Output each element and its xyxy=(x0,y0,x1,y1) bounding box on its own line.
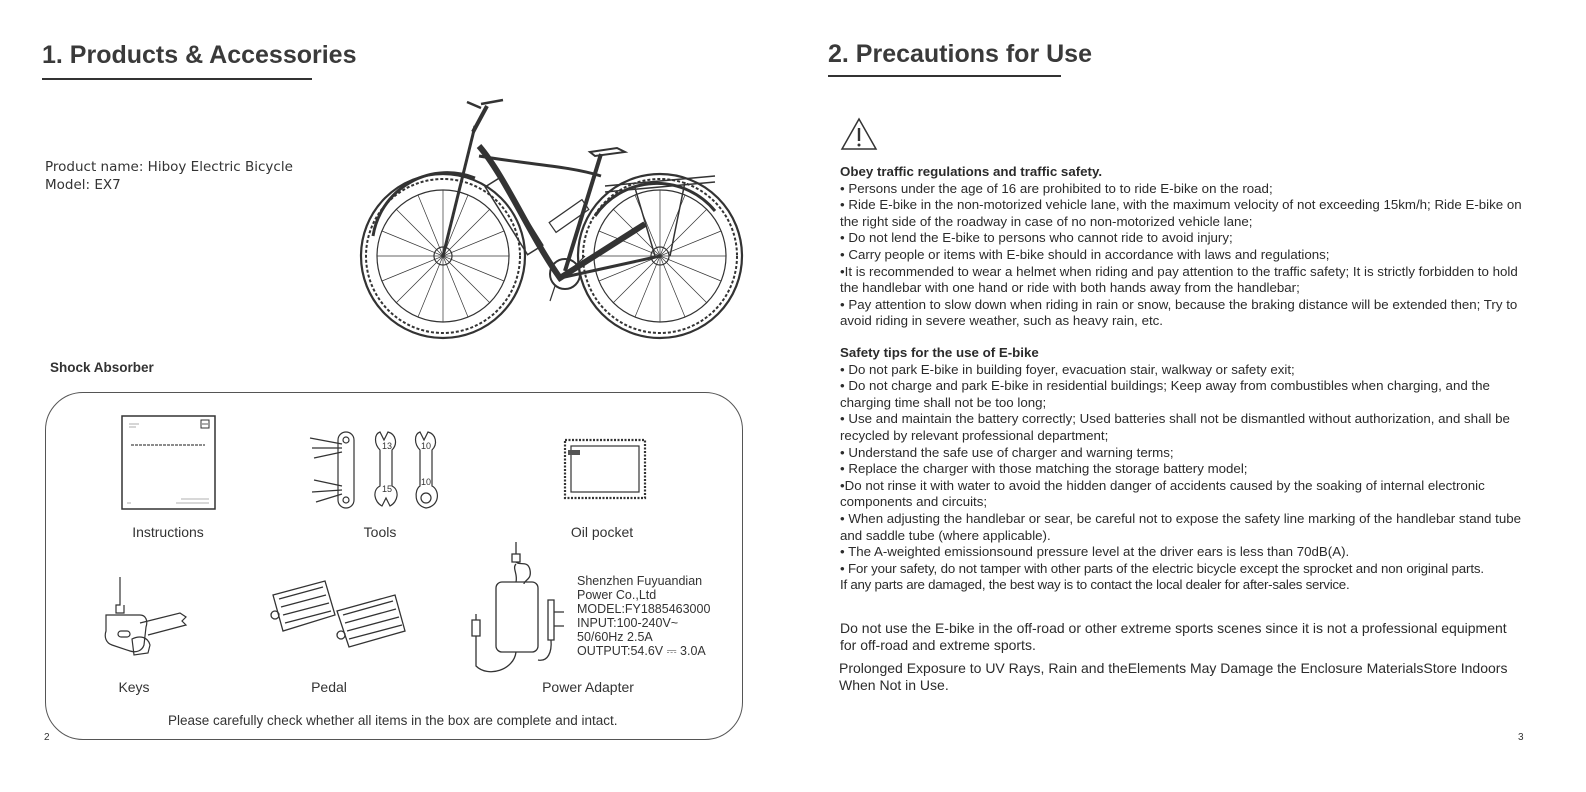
list-item: • Pay attention to slow down when riding in rain or snow, because the braking distance will be extended then; Try to avoid riding in severe weather, such as heavy rain, etc. xyxy=(840,296,1518,329)
shock-absorber-label: Shock Absorber xyxy=(50,360,154,375)
list-item: •It is recommended to wear a helmet when riding and pay attention to the traffic safety; It is strictly forbidden to hold the handlebar with one hand or ride with both hands away from the handlebar; xyxy=(840,263,1518,296)
list-item: • Do not park E-bike in building foyer, evacuation stair, walkway or safety exit; xyxy=(840,361,1295,377)
item-label-keys: Keys xyxy=(118,679,150,695)
keys-icon xyxy=(100,575,192,657)
oil-pocket-icon xyxy=(563,438,647,500)
check-items-note: Please carefully check whether all items in the box are complete and intact. xyxy=(168,713,618,728)
list-item: • Ride E-bike in the non-motorized vehicle lane, with the maximum velocity of not exceeding 15km/h; Ride E-bike on the right side of the roadway in case of no non-motorized vehicle lane; xyxy=(840,197,1522,229)
page-number-left: 2 xyxy=(44,732,50,743)
item-label-oil-pocket: Oil pocket xyxy=(570,524,634,540)
item-label-instructions: Instructions xyxy=(132,524,204,540)
wrench-size-10-top: 10 xyxy=(421,441,432,451)
product-name: Product name: Hiboy Electric Bicycle xyxy=(45,159,293,175)
electric-bicycle-illustration xyxy=(355,96,745,341)
list-item: •Do not rinse it with water to avoid the hidden danger of accidents caused by the soaking of internal electronic components and circuits; xyxy=(840,477,1485,510)
item-label-pedal: Pedal xyxy=(311,679,347,695)
wrench-size-13: 13 xyxy=(382,441,393,451)
adapter-frequency: 50/60Hz 2.5A xyxy=(577,630,653,644)
pedal-icon xyxy=(265,575,410,665)
list-item: • For your safety, do not tamper with other parts of the electric bicycle except the sprocket and non original parts. xyxy=(840,560,1484,576)
list-item: • Understand the safe use of charger and warning terms; xyxy=(840,444,1174,460)
page-number-right: 3 xyxy=(1518,732,1524,743)
page-title-precautions: 2. Precautions for Use xyxy=(828,40,1092,68)
adapter-input: INPUT:100-240V~ xyxy=(577,616,679,630)
product-info xyxy=(45,158,293,194)
wrench-size-10-bottom: 10 xyxy=(421,477,432,487)
list-item: • Use and maintain the battery correctly; Used batteries shall not be dismantled without authorization, and shall be recycled by relevant professional department; xyxy=(840,411,1510,443)
product-model: Model: EX7 xyxy=(45,177,121,193)
heading-underline xyxy=(42,78,312,80)
wrench-size-15: 15 xyxy=(382,484,393,494)
heading-underline-right xyxy=(828,75,1061,77)
instructions-booklet-icon xyxy=(121,415,217,511)
item-label-tools: Tools xyxy=(363,524,397,540)
power-adapter-spec xyxy=(577,574,710,658)
list-item: • Carry people or items with E-bike should in accordance with laws and regulations; xyxy=(840,246,1330,262)
list-item: • Replace the charger with those matching the storage battery model; xyxy=(840,461,1248,477)
uv-exposure-note: Prolonged Exposure to UV Rays, Rain and theElements May Damage the Enclosure MaterialsStore Indoors When Not in Use. xyxy=(839,660,1508,693)
list-item: • Do not lend the E-bike to persons who cannot ride to avoid injury; xyxy=(840,230,1233,246)
list-item: If any parts are damaged, the best way is to contact the local dealer for after-sales service. xyxy=(840,577,1350,593)
power-adapter-icon xyxy=(468,540,574,678)
list-item: • The A-weighted emissionsound pressure level at the driver ears is less than 70dB(A). xyxy=(840,544,1350,560)
list-item: • Persons under the age of 16 are prohibited to to ride E-bike on the road; xyxy=(840,180,1273,196)
list-item: • When adjusting the handlebar or sear, be careful not to expose the safety line marking of the handlebar stand tube and saddle tube (where applicable). xyxy=(840,510,1522,543)
adapter-maker-line1: Shenzhen Fuyuandian xyxy=(577,574,703,588)
offroad-note: Do not use the E-bike in the off-road or other extreme sports scenes since it is not a professional equipment for off-road and extreme sports. xyxy=(840,620,1507,653)
adapter-maker-line2: Power Co.,Ltd xyxy=(577,588,657,602)
section-title: Obey traffic regulations and traffic safety. xyxy=(840,164,1103,179)
section-safety-tips xyxy=(840,345,1524,594)
warning-triangle-icon xyxy=(840,117,878,151)
item-label-power-adapter: Power Adapter xyxy=(542,679,634,695)
page-title-products: 1. Products & Accessories xyxy=(42,41,357,69)
section-title: Safety tips for the use of E-bike xyxy=(840,345,1039,360)
section-traffic-safety xyxy=(840,164,1524,330)
adapter-output: OUTPUT:54.6V ⎓ 3.0A xyxy=(577,644,706,658)
adapter-model: MODEL:FY1885463000 xyxy=(577,602,711,616)
list-item: • Do not charge and park E-bike in residential buildings; Keep away from combustibles when charging, and the charging time shall not be too long; xyxy=(840,378,1490,410)
